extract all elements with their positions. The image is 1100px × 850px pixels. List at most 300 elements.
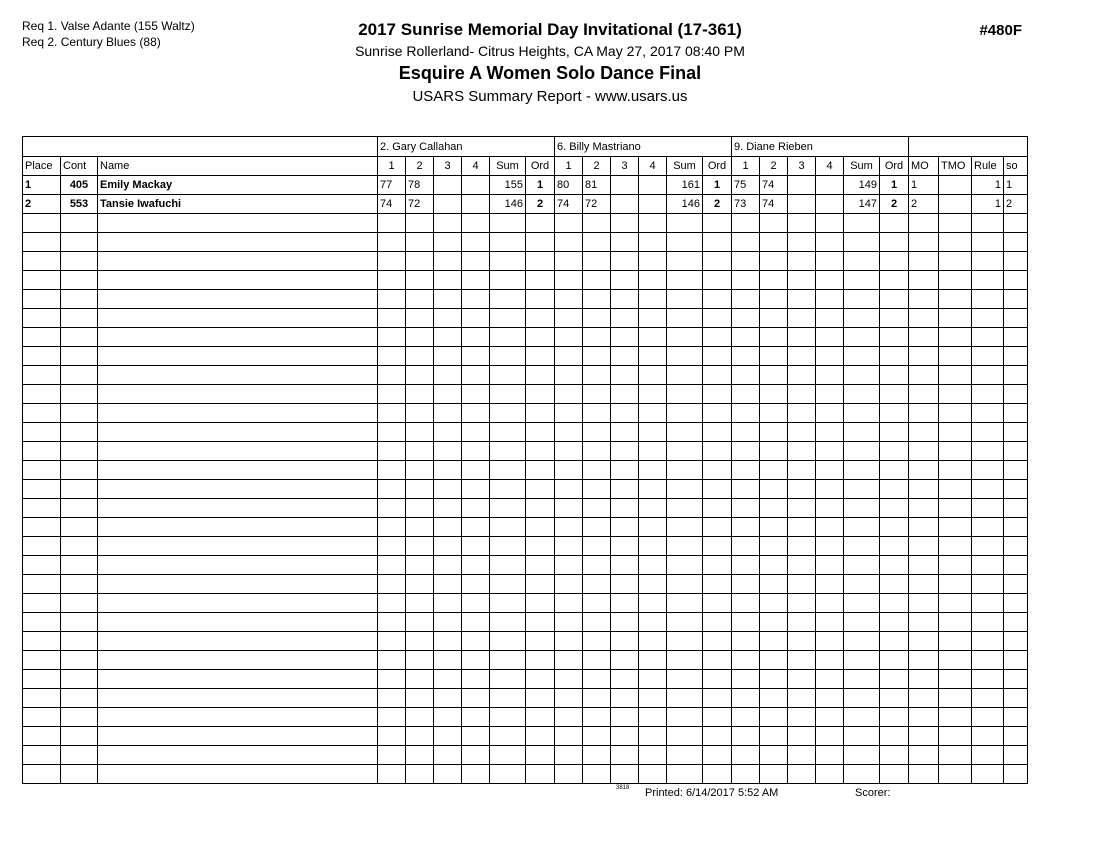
empty-cell [909, 556, 939, 575]
empty-row [23, 613, 1028, 632]
empty-cell [939, 575, 972, 594]
empty-cell [434, 271, 462, 290]
empty-cell [972, 499, 1004, 518]
empty-cell [462, 423, 490, 442]
empty-cell [909, 670, 939, 689]
empty-cell [23, 708, 61, 727]
empty-cell [880, 366, 909, 385]
empty-cell [462, 328, 490, 347]
empty-cell [98, 404, 378, 423]
empty-cell [526, 746, 555, 765]
empty-cell [760, 727, 788, 746]
empty-cell [61, 746, 98, 765]
empty-cell [406, 632, 434, 651]
empty-cell [406, 214, 434, 233]
empty-cell [23, 765, 61, 784]
cell-score4-j3 [816, 195, 844, 214]
empty-cell [972, 480, 1004, 499]
empty-cell [667, 765, 703, 784]
empty-cell [555, 271, 583, 290]
empty-cell [611, 556, 639, 575]
result-row [23, 176, 1028, 195]
empty-cell [788, 556, 816, 575]
empty-cell [1004, 556, 1028, 575]
cell-sum-j2: 146 [667, 195, 703, 214]
empty-cell [61, 290, 98, 309]
empty-cell [555, 670, 583, 689]
empty-cell [732, 518, 760, 537]
empty-cell [526, 233, 555, 252]
empty-cell [667, 309, 703, 328]
empty-cell [844, 708, 880, 727]
empty-cell [639, 594, 667, 613]
empty-cell [378, 404, 406, 423]
empty-cell [98, 309, 378, 328]
empty-cell [880, 518, 909, 537]
empty-cell [611, 233, 639, 252]
empty-cell [639, 727, 667, 746]
empty-cell [939, 214, 972, 233]
empty-cell [788, 366, 816, 385]
empty-cell [555, 746, 583, 765]
empty-cell [732, 214, 760, 233]
empty-cell [378, 708, 406, 727]
empty-cell [555, 233, 583, 252]
empty-cell [462, 233, 490, 252]
empty-cell [526, 214, 555, 233]
empty-cell [732, 613, 760, 632]
empty-cell [909, 727, 939, 746]
empty-cell [583, 632, 611, 651]
empty-cell [23, 575, 61, 594]
empty-cell [555, 328, 583, 347]
empty-cell [611, 442, 639, 461]
empty-cell [844, 252, 880, 271]
empty-cell [526, 347, 555, 366]
empty-row [23, 727, 1028, 746]
empty-row [23, 632, 1028, 651]
empty-cell [788, 328, 816, 347]
empty-cell [378, 765, 406, 784]
empty-cell [972, 385, 1004, 404]
report-footer [0, 784, 1100, 800]
empty-cell [703, 271, 732, 290]
result-row [23, 195, 1028, 214]
empty-cell [611, 727, 639, 746]
empty-cell [462, 252, 490, 271]
cell-score2-j1: 78 [406, 176, 434, 195]
cell-score3-j1 [434, 195, 462, 214]
judge-header-row [23, 137, 1028, 157]
empty-cell [406, 442, 434, 461]
empty-cell [1004, 708, 1028, 727]
empty-cell [378, 271, 406, 290]
empty-cell [639, 423, 667, 442]
empty-cell [844, 651, 880, 670]
empty-cell [909, 708, 939, 727]
empty-cell [1004, 366, 1028, 385]
empty-cell [972, 518, 1004, 537]
empty-cell [667, 328, 703, 347]
empty-cell [788, 575, 816, 594]
empty-cell [434, 442, 462, 461]
empty-cell [61, 670, 98, 689]
cell-score4-j1 [462, 195, 490, 214]
empty-cell [760, 480, 788, 499]
empty-cell [667, 708, 703, 727]
empty-cell [462, 727, 490, 746]
printed-timestamp: Printed: 6/14/2017 5:52 AM [645, 787, 779, 799]
empty-row [23, 499, 1028, 518]
empty-cell [583, 423, 611, 442]
empty-cell [816, 385, 844, 404]
empty-cell [844, 765, 880, 784]
empty-cell [639, 404, 667, 423]
empty-cell [1004, 727, 1028, 746]
empty-cell [61, 328, 98, 347]
cell-score1-j3: 73 [732, 195, 760, 214]
empty-cell [639, 746, 667, 765]
empty-cell [611, 290, 639, 309]
empty-cell [490, 347, 526, 366]
empty-cell [667, 385, 703, 404]
empty-cell [909, 651, 939, 670]
empty-cell [667, 442, 703, 461]
empty-cell [583, 366, 611, 385]
empty-cell [667, 746, 703, 765]
empty-cell [1004, 670, 1028, 689]
empty-cell [611, 594, 639, 613]
empty-cell [788, 385, 816, 404]
empty-cell [406, 290, 434, 309]
empty-cell [972, 613, 1004, 632]
cell-score3-j3 [788, 195, 816, 214]
header-3-j3: 3 [788, 157, 816, 176]
empty-cell [844, 632, 880, 651]
empty-cell [760, 708, 788, 727]
header-ord-j1: Ord [526, 157, 555, 176]
empty-cell [788, 290, 816, 309]
empty-cell [732, 271, 760, 290]
empty-cell [939, 746, 972, 765]
empty-cell [61, 613, 98, 632]
empty-cell [526, 765, 555, 784]
empty-cell [1004, 309, 1028, 328]
empty-cell [378, 385, 406, 404]
empty-cell [788, 404, 816, 423]
empty-cell [61, 651, 98, 670]
judge-name-1: 2. Gary Callahan [378, 137, 555, 157]
empty-cell [703, 214, 732, 233]
empty-cell [639, 708, 667, 727]
empty-cell [555, 556, 583, 575]
empty-cell [703, 632, 732, 651]
empty-cell [703, 309, 732, 328]
empty-cell [434, 670, 462, 689]
empty-cell [406, 461, 434, 480]
empty-cell [760, 252, 788, 271]
cell-score2-j1: 72 [406, 195, 434, 214]
empty-cell [555, 366, 583, 385]
empty-cell [972, 746, 1004, 765]
empty-cell [526, 708, 555, 727]
empty-cell [816, 480, 844, 499]
empty-cell [816, 727, 844, 746]
empty-cell [732, 233, 760, 252]
empty-cell [880, 746, 909, 765]
empty-cell [98, 480, 378, 499]
empty-cell [939, 271, 972, 290]
empty-cell [98, 385, 378, 404]
empty-cell [939, 347, 972, 366]
empty-cell [611, 423, 639, 442]
empty-cell [490, 442, 526, 461]
empty-cell [434, 347, 462, 366]
empty-cell [1004, 499, 1028, 518]
empty-cell [462, 347, 490, 366]
empty-cell [526, 271, 555, 290]
empty-cell [490, 271, 526, 290]
empty-cell [639, 290, 667, 309]
empty-cell [555, 385, 583, 404]
empty-cell [526, 290, 555, 309]
header-1-j2: 1 [555, 157, 583, 176]
empty-cell [462, 689, 490, 708]
empty-cell [61, 727, 98, 746]
empty-cell [490, 670, 526, 689]
empty-cell [880, 670, 909, 689]
cell-score2-j3: 74 [760, 176, 788, 195]
cell-sum-j3: 147 [844, 195, 880, 214]
empty-cell [583, 271, 611, 290]
empty-cell [434, 632, 462, 651]
empty-cell [611, 404, 639, 423]
empty-cell [760, 594, 788, 613]
empty-cell [462, 613, 490, 632]
empty-cell [788, 271, 816, 290]
empty-cell [816, 404, 844, 423]
empty-cell [378, 480, 406, 499]
empty-cell [667, 347, 703, 366]
empty-cell [788, 613, 816, 632]
empty-cell [583, 290, 611, 309]
empty-cell [61, 385, 98, 404]
empty-cell [939, 727, 972, 746]
empty-row [23, 442, 1028, 461]
empty-cell [555, 689, 583, 708]
empty-cell [406, 347, 434, 366]
empty-cell [23, 214, 61, 233]
empty-cell [972, 670, 1004, 689]
empty-cell [909, 309, 939, 328]
empty-cell [583, 442, 611, 461]
empty-cell [406, 746, 434, 765]
empty-cell [639, 366, 667, 385]
results-table [22, 136, 1028, 784]
empty-cell [61, 347, 98, 366]
empty-cell [639, 537, 667, 556]
empty-cell [583, 328, 611, 347]
empty-cell [703, 708, 732, 727]
cell-tmo [939, 195, 972, 214]
empty-cell [406, 708, 434, 727]
empty-cell [462, 480, 490, 499]
empty-cell [611, 537, 639, 556]
empty-cell [1004, 613, 1028, 632]
empty-cell [639, 556, 667, 575]
empty-cell [98, 518, 378, 537]
cell-sum-j1: 146 [490, 195, 526, 214]
empty-cell [760, 461, 788, 480]
empty-cell [972, 708, 1004, 727]
empty-cell [434, 518, 462, 537]
empty-cell [1004, 385, 1028, 404]
empty-cell [732, 461, 760, 480]
empty-cell [1004, 575, 1028, 594]
empty-cell [939, 689, 972, 708]
empty-cell [1004, 233, 1028, 252]
empty-row [23, 594, 1028, 613]
empty-cell [462, 366, 490, 385]
empty-cell [788, 499, 816, 518]
empty-cell [972, 423, 1004, 442]
empty-cell [611, 708, 639, 727]
empty-cell [760, 423, 788, 442]
empty-cell [98, 746, 378, 765]
empty-cell [490, 461, 526, 480]
empty-cell [732, 309, 760, 328]
empty-cell [98, 252, 378, 271]
empty-cell [583, 309, 611, 328]
empty-cell [844, 233, 880, 252]
empty-cell [639, 385, 667, 404]
empty-cell [844, 442, 880, 461]
cell-score3-j3 [788, 176, 816, 195]
empty-cell [732, 480, 760, 499]
empty-cell [434, 480, 462, 499]
header-4-j1: 4 [462, 157, 490, 176]
empty-cell [972, 442, 1004, 461]
empty-cell [844, 727, 880, 746]
empty-cell [583, 499, 611, 518]
empty-cell [434, 404, 462, 423]
empty-cell [844, 366, 880, 385]
empty-cell [406, 537, 434, 556]
empty-cell [816, 613, 844, 632]
empty-cell [1004, 480, 1028, 499]
empty-cell [732, 651, 760, 670]
empty-cell [611, 613, 639, 632]
empty-cell [760, 575, 788, 594]
empty-cell [788, 651, 816, 670]
empty-cell [939, 556, 972, 575]
empty-cell [880, 651, 909, 670]
empty-cell [844, 385, 880, 404]
empty-cell [880, 290, 909, 309]
empty-cell [732, 404, 760, 423]
empty-cell [880, 214, 909, 233]
empty-cell [555, 651, 583, 670]
empty-cell [583, 347, 611, 366]
empty-row [23, 328, 1028, 347]
empty-cell [23, 670, 61, 689]
empty-cell [555, 727, 583, 746]
venue-date-line: Sunrise Rollerland- Citrus Heights, CA May 27, 2017 08:40 PM [355, 43, 745, 59]
empty-cell [939, 252, 972, 271]
empty-cell [406, 575, 434, 594]
empty-cell [555, 347, 583, 366]
empty-cell [23, 461, 61, 480]
empty-cell [703, 746, 732, 765]
empty-cell [555, 404, 583, 423]
empty-cell [788, 442, 816, 461]
empty-cell [583, 575, 611, 594]
empty-cell [61, 252, 98, 271]
empty-row [23, 480, 1028, 499]
empty-cell [880, 499, 909, 518]
empty-cell [760, 651, 788, 670]
empty-cell [555, 309, 583, 328]
empty-cell [583, 480, 611, 499]
empty-cell [98, 366, 378, 385]
empty-cell [972, 252, 1004, 271]
empty-cell [939, 366, 972, 385]
empty-cell [61, 309, 98, 328]
empty-cell [972, 765, 1004, 784]
empty-cell [490, 765, 526, 784]
empty-cell [667, 556, 703, 575]
cell-score2-j2: 81 [583, 176, 611, 195]
report-type-line: USARS Summary Report - www.usars.us [412, 88, 688, 105]
cell-skater-name: Tansie Iwafuchi [98, 195, 378, 214]
empty-cell [61, 575, 98, 594]
empty-cell [98, 613, 378, 632]
empty-cell [378, 651, 406, 670]
empty-row [23, 537, 1028, 556]
empty-cell [816, 708, 844, 727]
empty-cell [526, 309, 555, 328]
empty-cell [378, 423, 406, 442]
empty-cell [972, 233, 1004, 252]
empty-cell [23, 423, 61, 442]
empty-cell [462, 594, 490, 613]
empty-cell [1004, 632, 1028, 651]
cell-rule: 1 [972, 176, 1004, 195]
empty-row [23, 290, 1028, 309]
empty-cell [732, 594, 760, 613]
empty-cell [703, 442, 732, 461]
empty-cell [816, 290, 844, 309]
empty-cell [406, 518, 434, 537]
empty-cell [909, 290, 939, 309]
empty-cell [378, 727, 406, 746]
empty-cell [23, 252, 61, 271]
empty-cell [406, 670, 434, 689]
empty-cell [703, 328, 732, 347]
empty-cell [788, 537, 816, 556]
empty-cell [639, 575, 667, 594]
empty-cell [909, 404, 939, 423]
empty-cell [667, 214, 703, 233]
empty-cell [526, 442, 555, 461]
empty-cell [760, 290, 788, 309]
empty-cell [61, 708, 98, 727]
empty-cell [434, 708, 462, 727]
empty-cell [611, 461, 639, 480]
empty-cell [703, 537, 732, 556]
empty-cell [434, 613, 462, 632]
empty-cell [378, 252, 406, 271]
